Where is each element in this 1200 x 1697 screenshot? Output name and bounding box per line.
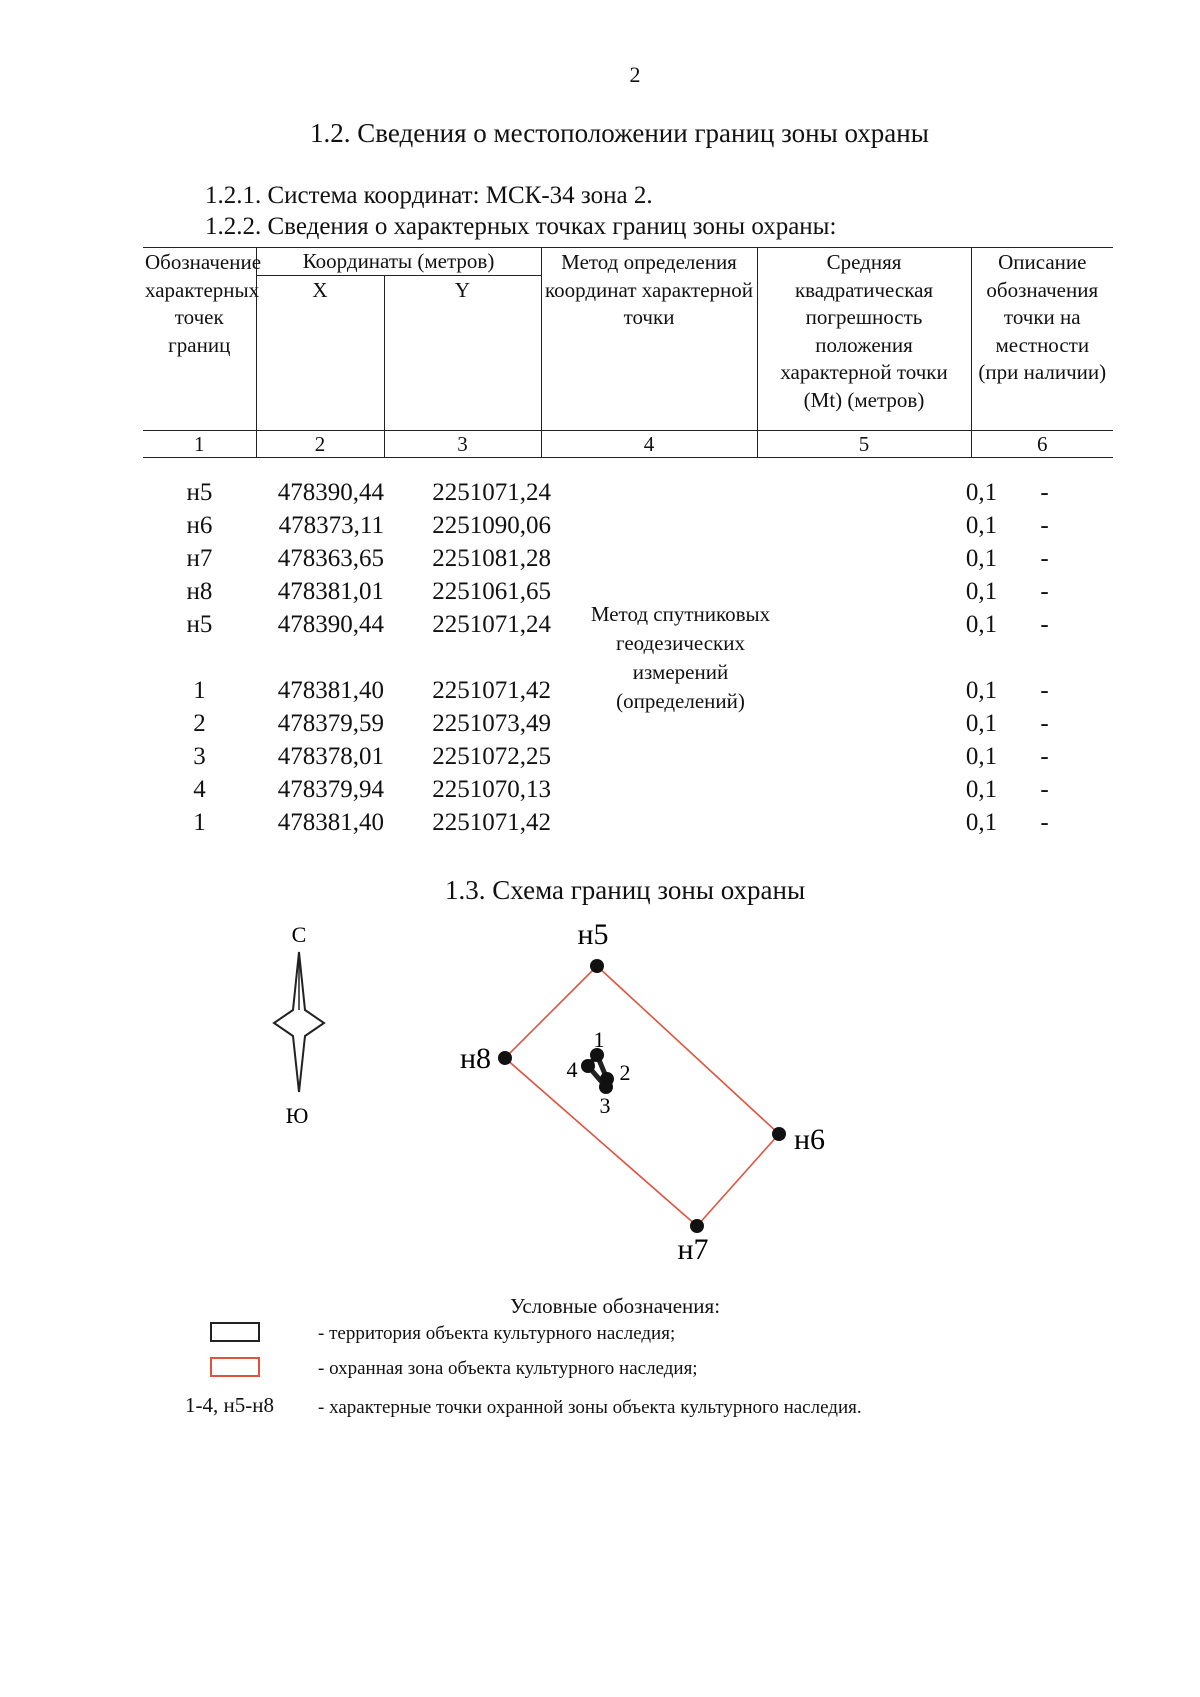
point-marker-3	[599, 1080, 613, 1094]
point-description: -	[1040, 578, 1049, 605]
section-title: 1.2. Сведения о местоположении границ зоны охраны	[310, 118, 929, 148]
point-label-1: 1	[593, 1027, 605, 1052]
point-y: 2251070,13	[432, 776, 551, 803]
point-marker-n8	[498, 1051, 512, 1065]
point-name: 2	[193, 710, 206, 737]
point-name: н8	[186, 578, 213, 605]
point-y: 2251071,42	[432, 677, 551, 704]
points-title: 1.2.2. Сведения о характерных точках границ зоны охраны:	[205, 213, 837, 240]
point-y: 2251081,28	[432, 545, 551, 572]
point-error: 0,1	[965, 512, 998, 539]
point-y: 2251073,49	[432, 710, 551, 737]
point-error: 0,1	[965, 611, 998, 638]
point-label-2: 2	[619, 1060, 631, 1085]
legend-territory-text: - территория объекта культурного наследия;	[318, 1323, 676, 1344]
point-x: 478390,44	[277, 479, 384, 506]
point-error: 0,1	[965, 776, 998, 803]
header-method: Метод определения координат характерной точки	[541, 248, 757, 431]
point-name: 4	[193, 776, 206, 803]
page-number: 2	[629, 62, 641, 87]
compass-north-label: С	[291, 922, 307, 947]
point-x: 478379,59	[277, 710, 384, 737]
point-x: 478390,44	[277, 611, 384, 638]
header-y: Y	[384, 276, 541, 431]
point-description: -	[1040, 809, 1049, 836]
point-marker-4	[581, 1059, 595, 1073]
point-error: 0,1	[965, 710, 998, 737]
point-description: -	[1040, 611, 1049, 638]
point-label-n6: н6	[794, 1123, 826, 1156]
point-name: н5	[186, 479, 213, 506]
compass-south-label: Ю	[285, 1103, 309, 1128]
column-number: 3	[384, 431, 541, 458]
legend-territory-swatch	[210, 1322, 260, 1342]
point-y: 2251071,42	[432, 809, 551, 836]
point-name: н7	[186, 545, 213, 572]
column-number: 4	[541, 431, 757, 458]
header-description: Описание обозначения точки на местности (при наличии)	[971, 248, 1113, 431]
point-label-3: 3	[599, 1093, 611, 1118]
point-y: 2251090,06	[432, 512, 551, 539]
coordinate-system: 1.2.1. Система координат: МСК-34 зона 2.	[205, 182, 653, 209]
point-error: 0,1	[965, 479, 998, 506]
point-marker-n7	[690, 1219, 704, 1233]
point-y: 2251072,25	[432, 743, 551, 770]
point-marker-n5	[590, 959, 604, 973]
legend-points-label: 1-4, н5-н8	[185, 1393, 274, 1417]
point-description: -	[1040, 743, 1049, 770]
point-x: 478378,01	[277, 743, 384, 770]
point-label-n5: н5	[577, 918, 609, 951]
header-coordinates: Координаты (метров)	[256, 248, 541, 276]
point-error: 0,1	[965, 809, 998, 836]
scheme-title: 1.3. Схема границ зоны охраны	[445, 875, 806, 905]
column-number: 5	[757, 431, 971, 458]
column-number: 1	[143, 431, 256, 458]
legend-zone-text: - охранная зона объекта культурного наследия;	[318, 1358, 698, 1379]
point-name: н5	[186, 611, 213, 638]
point-x: 478381,40	[277, 809, 384, 836]
point-error: 0,1	[965, 677, 998, 704]
point-description: -	[1040, 479, 1049, 506]
point-label-n8: н8	[460, 1042, 492, 1075]
point-description: -	[1040, 512, 1049, 539]
legend-points-text: - характерные точки охранной зоны объекта культурного наследия.	[318, 1397, 862, 1418]
point-x: 478363,65	[277, 545, 384, 572]
header-x: X	[256, 276, 384, 431]
point-error: 0,1	[965, 545, 998, 572]
point-error: 0,1	[965, 743, 998, 770]
method-cell: Метод спутниковых геодезических измерений (определений)	[590, 602, 771, 713]
point-description: -	[1040, 710, 1049, 737]
header-error: Средняя квадратическая погрешность положения характерной точки (Mt) (метров)	[757, 248, 971, 431]
point-description: -	[1040, 545, 1049, 572]
header-point-designation: Обозначение характерных точек границ	[143, 248, 256, 431]
point-marker-n6	[772, 1127, 786, 1141]
point-name: н6	[186, 512, 213, 539]
point-name: 1	[193, 677, 206, 704]
point-name: 3	[193, 743, 206, 770]
point-label-4: 4	[566, 1057, 578, 1082]
point-error: 0,1	[965, 578, 998, 605]
column-number: 2	[256, 431, 384, 458]
point-x: 478381,01	[277, 578, 384, 605]
point-description: -	[1040, 776, 1049, 803]
point-x: 478381,40	[277, 677, 384, 704]
point-description: -	[1040, 677, 1049, 704]
legend-title: Условные обозначения:	[510, 1294, 721, 1318]
point-x: 478373,11	[278, 512, 384, 539]
point-y: 2251071,24	[432, 479, 551, 506]
legend-zone-swatch	[210, 1357, 260, 1377]
column-number: 6	[971, 431, 1113, 458]
point-name: 1	[193, 809, 206, 836]
point-y: 2251061,65	[432, 578, 551, 605]
point-x: 478379,94	[277, 776, 384, 803]
point-label-n7: н7	[677, 1233, 709, 1266]
zone-boundary	[505, 966, 779, 1226]
point-y: 2251071,24	[432, 611, 551, 638]
